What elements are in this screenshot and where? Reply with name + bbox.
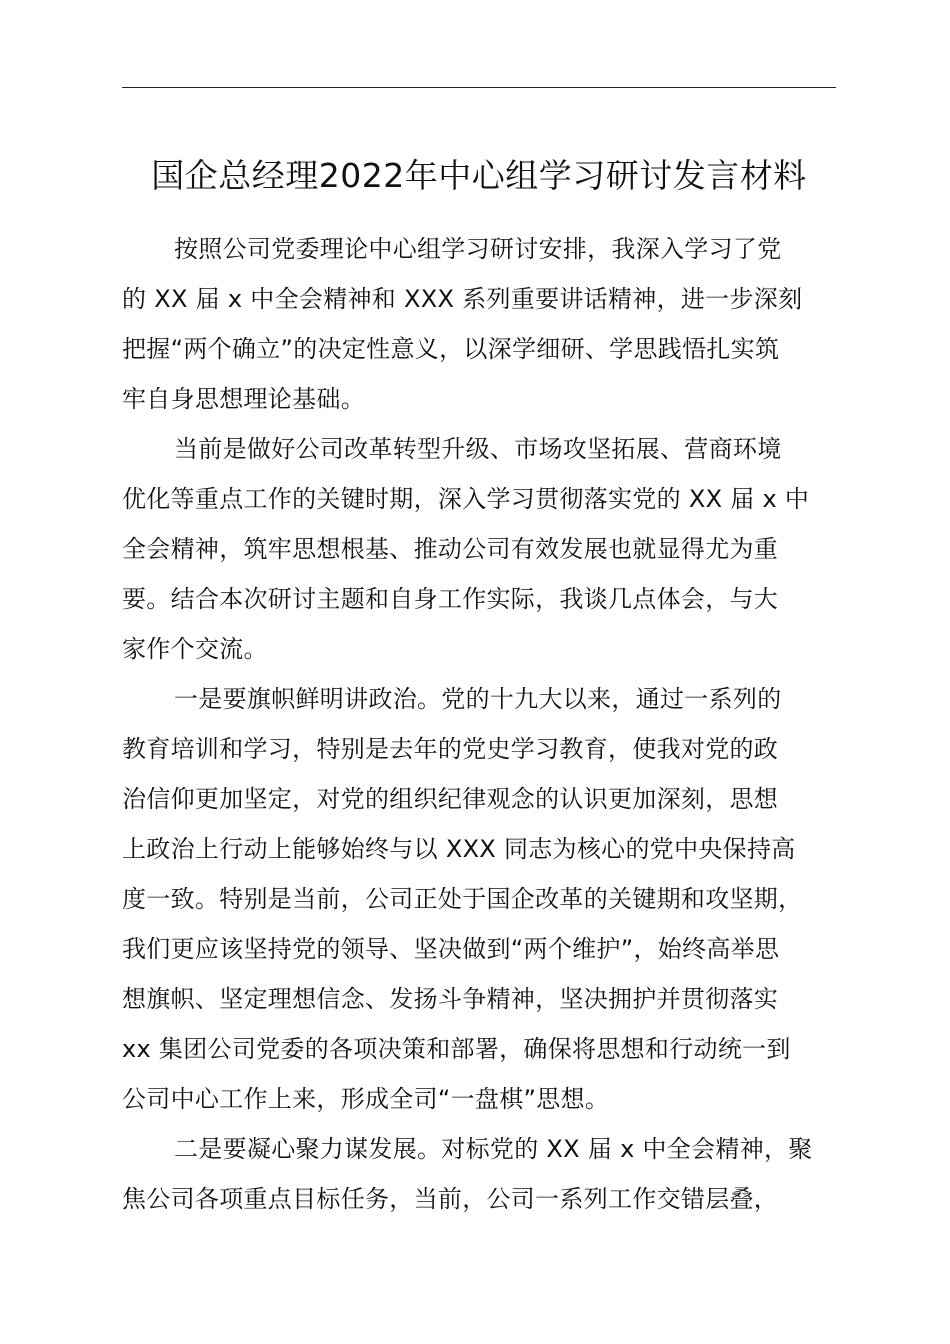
text-line: 我们更应该坚持党的领导、坚决做到“两个维护”，始终高举思 [122, 935, 780, 963]
text-line: 焦公司各项重点目标任务，当前，公司一系列工作交错层叠， [122, 1185, 779, 1213]
document-title: 国企总经理2022年中心组学习研讨发言材料 [151, 156, 807, 195]
paragraph-2 [122, 424, 862, 674]
text-line: 把握“两个确立”的决定性意义，以深学细研、学思践悟扎实筑 [122, 335, 780, 363]
text-line: 优化等重点工作的关键时期，深入学习贯彻落实党的 XX 届 x 中 [122, 485, 810, 513]
text-line: 按照公司党委理论中心组学习研讨安排，我深入学习了党 [174, 235, 782, 263]
header-divider [122, 87, 836, 88]
text-line: 的 XX 届 x 中全会精神和 XXX 系列重要讲话精神，进一步深刻 [122, 285, 803, 313]
text-line: 当前是做好公司改革转型升级、市场攻坚拓展、营商环境 [174, 435, 782, 463]
paragraph-1 [122, 224, 862, 424]
text-line: 公司中心工作上来，形成全司“一盘棋”思想。 [122, 1085, 610, 1113]
text-line: 二是要凝心聚力谋发展。对标党的 XX 届 x 中全会精神，聚 [174, 1135, 813, 1163]
paragraph-4 [122, 1124, 862, 1224]
paragraph-3 [122, 674, 862, 1124]
text-line: 上政治上行动上能够始终与以 XXX 同志为核心的党中央保持高 [122, 835, 796, 863]
text-line: xx 集团公司党委的各项决策和部署，确保将思想和行动统一到 [122, 1035, 791, 1063]
text-line: 度一致。特别是当前，公司正处于国企改革的关键期和攻坚期， [122, 885, 803, 913]
text-line: 一是要旗帜鲜明讲政治。党的十九大以来，通过一系列的 [174, 685, 782, 713]
text-line: 教育培训和学习，特别是去年的党史学习教育，使我对党的政 [122, 735, 779, 763]
text-line: 要。结合本次研讨主题和自身工作实际，我谈几点体会，与大 [122, 585, 779, 613]
text-line: 想旗帜、坚定理想信念、发扬斗争精神，坚决拥护并贯彻落实 [122, 985, 779, 1013]
text-line: 牢自身思想理论基础。 [122, 385, 365, 413]
document-body [122, 224, 862, 1224]
text-line: 家作个交流。 [122, 635, 268, 663]
text-line: 全会精神，筑牢思想根基、推动公司有效发展也就显得尤为重 [122, 535, 779, 563]
text-line: 治信仰更加坚定，对党的组织纪律观念的认识更加深刻，思想 [122, 785, 779, 813]
